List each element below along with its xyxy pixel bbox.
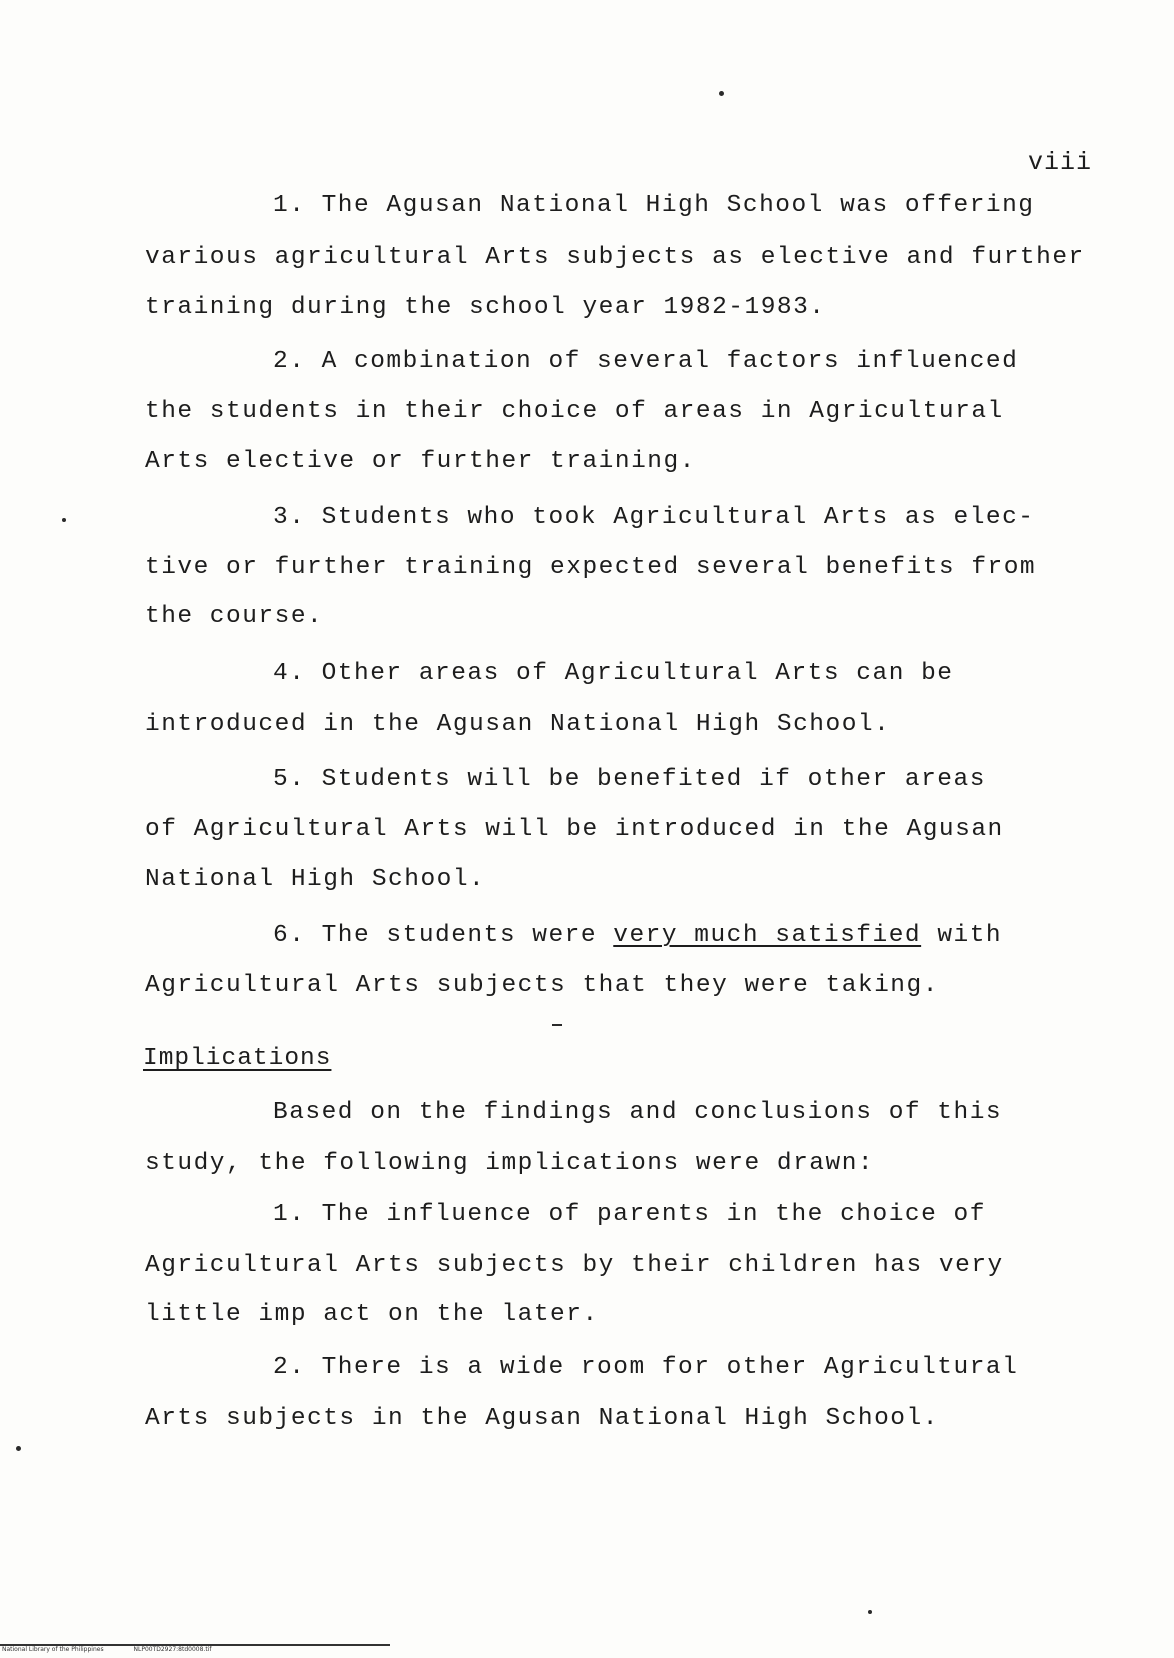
footer-file-code: NLP00TD2927:8td0008.tif: [133, 1646, 212, 1653]
conclusion-3-line-3: the course.: [145, 603, 324, 630]
conclusion-1-line-3: training during the school year 1982-1983.: [145, 294, 826, 321]
footer-library: National Library of the Philippines: [2, 1646, 104, 1653]
implications-intro-line-2: study, the following implications were drawn:: [145, 1150, 875, 1177]
scan-speck: [62, 518, 66, 522]
conclusion-6-emphasis: very much satisfied: [613, 922, 922, 949]
conclusion-3-line-1: 3. Students who took Agricultural Arts as elec-: [273, 504, 1035, 531]
conclusion-2-line-1: 2. A combination of several factors influenced: [273, 348, 1019, 375]
conclusion-6-line-1: [273, 921, 1002, 951]
implication-2-line-2: Arts subjects in the Agusan National High School.: [145, 1405, 939, 1432]
scan-speck: [719, 91, 724, 96]
implications-intro-line-1: Based on the findings and conclusions of this: [273, 1099, 1003, 1126]
conclusion-6-line-2: Agricultural Arts subjects that they were taking.: [145, 972, 939, 999]
scan-speck: [552, 1024, 562, 1026]
implication-2-line-1: 2. There is a wide room for other Agricultural: [273, 1354, 1019, 1381]
conclusion-5-line-2: of Agricultural Arts will be introduced in the Agusan: [145, 816, 1004, 843]
conclusion-3-line-2: tive or further training expected several benefits from: [145, 554, 1037, 581]
conclusion-6-prefix: 6. The students were: [273, 922, 614, 949]
conclusion-6-suffix: with: [921, 922, 1003, 949]
conclusion-5-line-3: National High School.: [145, 866, 486, 893]
page-number: viii: [1028, 148, 1093, 177]
conclusion-5-line-1: 5. Students will be benefited if other areas: [273, 766, 986, 793]
implications-heading: Implications: [143, 1045, 332, 1072]
scan-speck: [16, 1446, 21, 1451]
conclusion-1-line-2: various agricultural Arts subjects as elective and further: [145, 244, 1085, 271]
implication-1-line-3: little imp act on the later.: [145, 1301, 599, 1328]
implication-1-line-1: 1. The influence of parents in the choice of: [273, 1201, 986, 1228]
conclusion-2-line-3: Arts elective or further training.: [145, 448, 696, 475]
conclusion-4-line-1: 4. Other areas of Agricultural Arts can be: [273, 660, 954, 687]
scan-speck: [868, 1610, 872, 1614]
conclusion-1-line-1: 1. The Agusan National High School was offering: [273, 192, 1035, 219]
conclusion-2-line-2: the students in their choice of areas in Agricultural: [145, 398, 1004, 425]
conclusion-4-line-2: introduced in the Agusan National High School.: [145, 711, 891, 738]
scan-footer: [0, 1644, 390, 1658]
implication-1-line-2: Agricultural Arts subjects by their children has very: [145, 1252, 1004, 1279]
